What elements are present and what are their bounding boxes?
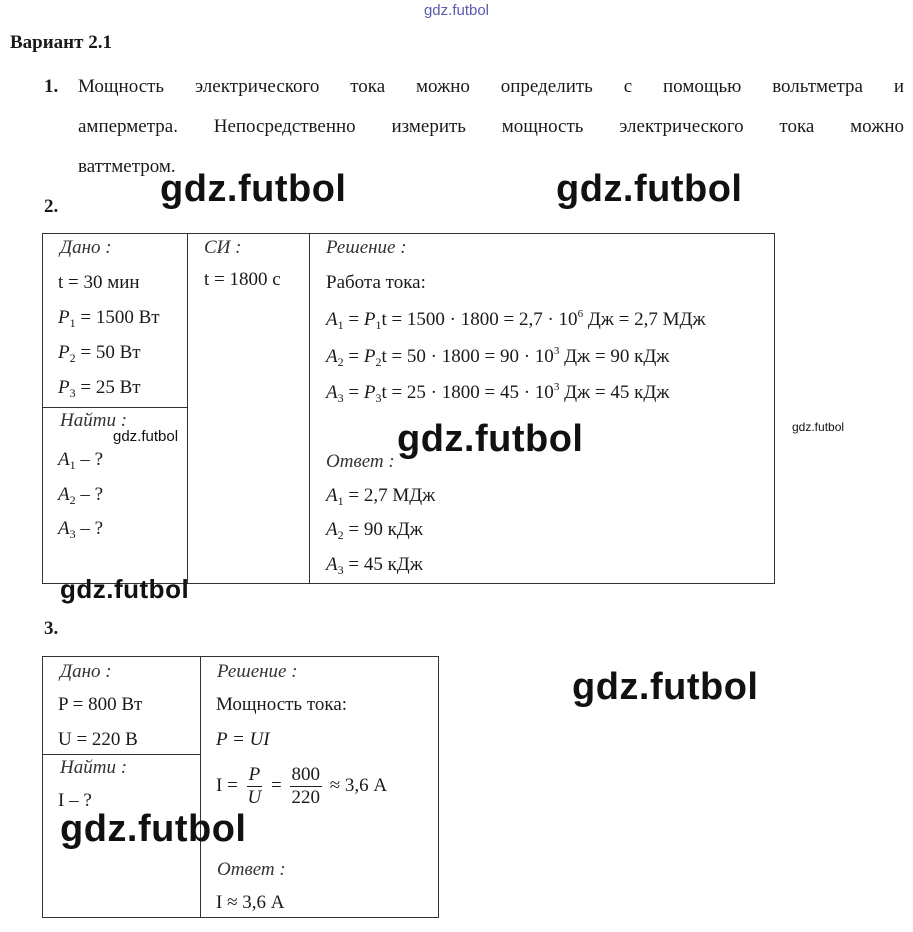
watermark: gdz.futbol [792, 420, 845, 434]
t3-find-header: Найти : [60, 757, 128, 778]
watermark: gdz.futbol [556, 168, 743, 210]
t3-answer-header: Ответ : [217, 859, 286, 880]
t2-find-a3: $A_3$ – ? [58, 518, 104, 541]
task1-line1: Мощность электрического тока можно определить с помощью вольтметра и [78, 76, 904, 97]
t2-find-a2: $A_2$ – ? [58, 484, 104, 507]
t2-answer-a3: $A_3 = 45$ кДж [326, 554, 423, 577]
t3-find-i: I – ? [58, 790, 92, 811]
t3-formula2: I = $\frac{P}{U}$ = $\frac{800}{220}$ ≈ 3,6 А [216, 764, 388, 808]
t2-find-a1: $A_1$ – ? [58, 449, 104, 472]
t2-given-p2: $P_2 = 50$ Вт [58, 342, 141, 365]
task1-line3: ваттметром. [78, 156, 176, 177]
t3-formula1: P = UI [216, 729, 270, 750]
t2-given-p1: $P_1 = 1500$ Вт [58, 307, 160, 330]
t2-given-header: Дано : [60, 237, 112, 258]
watermark: gdz.futbol [160, 168, 347, 210]
task3-number: 3. [44, 618, 59, 639]
t3-given-p: P = 800 Вт [58, 694, 143, 715]
watermark: gdz.futbol [60, 574, 190, 604]
t2-si-header: СИ : [204, 237, 242, 258]
t3-given-u: U = 220 В [58, 729, 138, 750]
t3-given-header: Дано : [60, 661, 112, 682]
t2-given-p3: $P_3 = 25$ Вт [58, 377, 141, 400]
t2-formula-a1: $A_1 = P_1t = 1500 \cdot 1800 = 2,7 \cdot 10^6$ Дж = 2,7 МДж [326, 308, 706, 332]
t2-solution-header: Решение : [326, 237, 407, 258]
t2-si-value: t = 1800 с [204, 269, 281, 290]
t2-formula-a3: $A_3 = P_3t = 25 \cdot 1800 = 45 \cdot 10^3$ Дж = 45 кДж [326, 381, 670, 405]
t2-solution-intro: Работа тока: [326, 272, 426, 293]
watermark: gdz.futbol [397, 418, 584, 460]
task1-line2: амперметра. Непосредственно измерить мощность электрического тока можно [78, 116, 904, 137]
watermark: gdz.futbol [60, 808, 247, 850]
t2-answer-a2: $A_2 = 90$ кДж [326, 519, 423, 542]
task1-number: 1. [44, 76, 59, 97]
t3-solution-intro: Мощность тока: [216, 694, 348, 715]
variant-title: Вариант 2.1 [10, 32, 112, 53]
t2-answer-a1: $A_1 = 2,7$ МДж [326, 485, 436, 508]
t2-answer-header: Ответ : [326, 451, 395, 472]
t3-solution-header: Решение : [217, 661, 298, 682]
t2-given-t: t = 30 мин [58, 272, 140, 293]
watermark: gdz.futbol [572, 666, 759, 708]
watermark: gdz.futbol [113, 428, 179, 445]
task2-number: 2. [44, 196, 59, 217]
top-watermark: gdz.futbol [423, 2, 490, 19]
t2-formula-a2: $A_2 = P_2t = 50 \cdot 1800 = 90 \cdot 10^3$ Дж = 90 кДж [326, 345, 670, 369]
t2-find-header: Найти : [60, 410, 128, 431]
t3-answer: I ≈ 3,6 А [216, 892, 285, 913]
